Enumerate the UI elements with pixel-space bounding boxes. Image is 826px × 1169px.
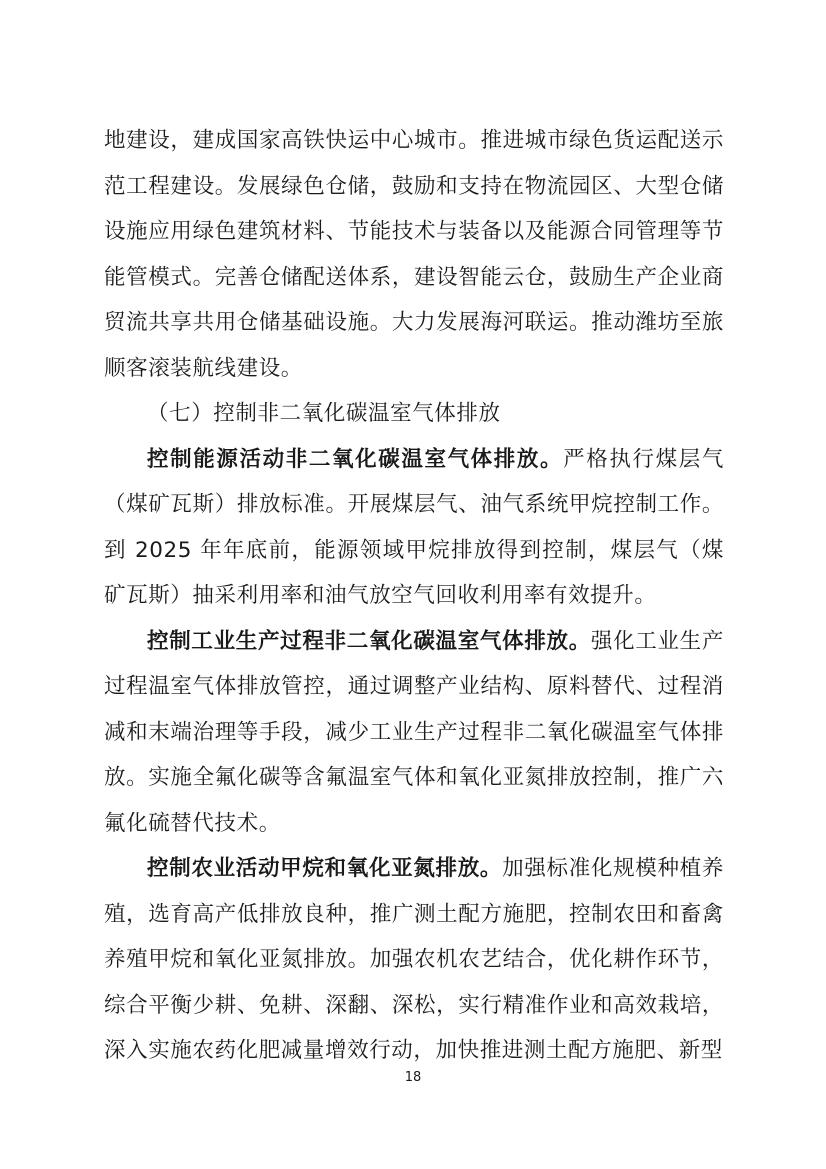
section-heading: （七）控制非二氧化碳温室气体排放: [147, 401, 501, 426]
paragraph-agriculture-emissions: [104, 846, 724, 1074]
page-body: [104, 118, 724, 1074]
paragraph-lead: 控制能源活动非二氧化碳温室气体排放。: [147, 446, 564, 472]
paragraph-text: 严格执行煤层气（煤矿瓦斯）排放标准。开展煤层气、油气系统甲烷控制工作。到 2025 年年底前，能源领域甲烷排放得到控制，煤层气（煤矿瓦斯）抽采利用率和油气放空气回收利用率有效提升。: [104, 446, 724, 608]
paragraph-warehousing: 地建设，建成国家高铁快运中心城市。推进城市绿色货运配送示范工程建设。发展绿色仓储，鼓励和支持在物流园区、大型仓储设施应用绿色建筑材料、节能技术与装备以及能源合同管理等节能管模式。完善仓储配送体系，建设智能云仓，鼓励生产企业商贸流共享共用仓储基础设施。大力发展海河联运。推动潍坊至旅顺客滚装航线建设。: [104, 128, 724, 381]
paragraph-industrial-emissions: [104, 619, 724, 847]
paragraph-lead: 控制工业生产过程非二氧化碳温室气体排放。: [147, 628, 591, 654]
paragraph-lead: 控制农业活动甲烷和氧化亚氮排放。: [147, 856, 503, 881]
paragraph-energy-emissions: [104, 437, 724, 619]
page-number: 18: [404, 1070, 422, 1085]
paragraph-text: 强化工业生产过程温室气体排放管控，通过调整产业结构、原料替代、过程消减和末端治理等手段，减少工业生产过程非二氧化碳温室气体排放。实施全氟化碳等含氟温室气体和氧化亚氮排放控制，推广六氟化硫替代技术。: [104, 628, 724, 836]
paragraph-text: 加强标准化规模种植养殖，选育高产低排放良种，推广测土配方施肥，控制农田和畜禽养殖甲烷和氧化亚氮排放。加强农机农艺结合，优化耕作环节，综合平衡少耕、免耕、深翻、深松，实行精准作业和高效栽培，深入实施农药化肥减量增效行动，加快推进测土配方施肥、新型: [104, 856, 724, 1063]
